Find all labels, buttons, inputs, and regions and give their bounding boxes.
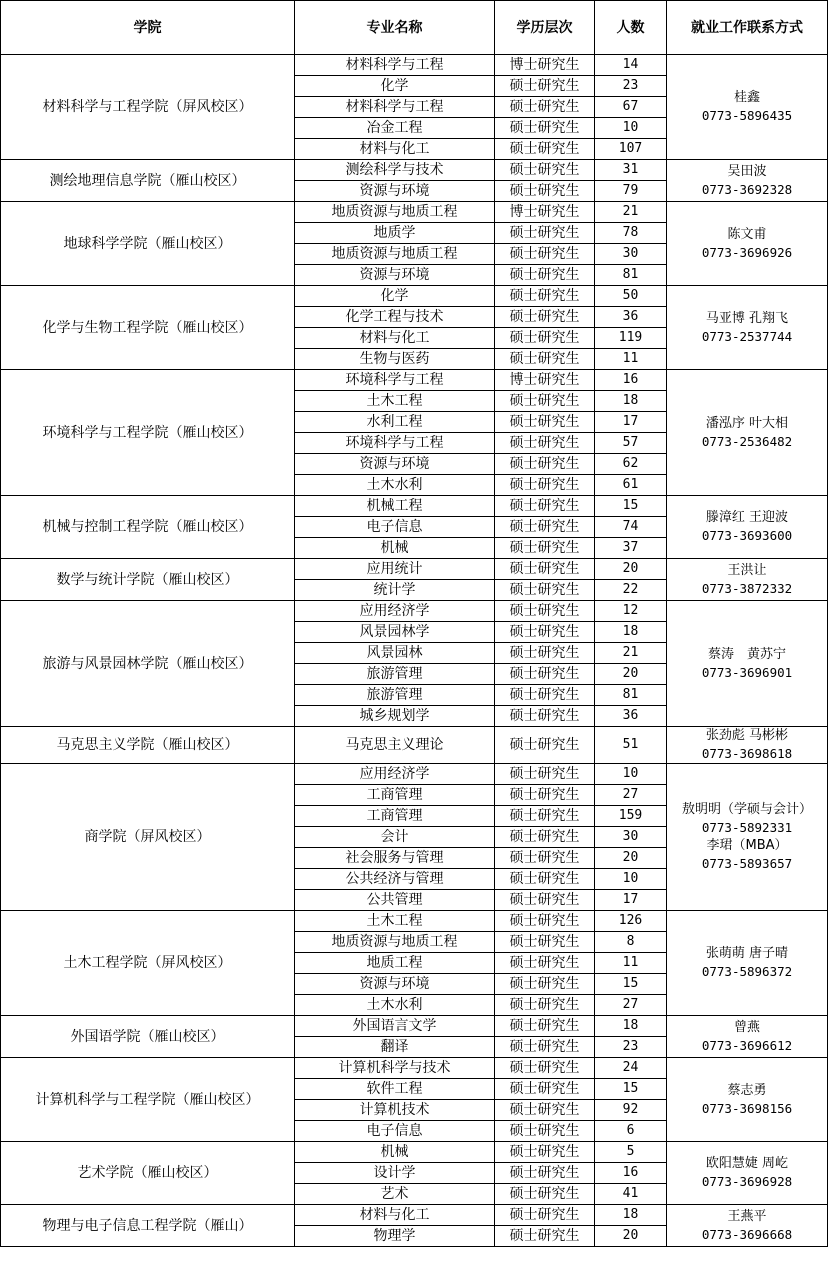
degree-level-cell: 硕士研究生 <box>495 97 595 118</box>
count-cell: 17 <box>595 890 667 911</box>
count-cell: 11 <box>595 349 667 370</box>
degree-level-cell: 硕士研究生 <box>495 412 595 433</box>
count-cell: 18 <box>595 1016 667 1037</box>
contact-cell <box>667 559 828 601</box>
count-cell: 51 <box>595 727 667 764</box>
major-cell: 计算机科学与技术 <box>295 1058 495 1079</box>
contact-name: 滕漳红 王迎波 <box>705 510 789 525</box>
degree-level-cell: 硕士研究生 <box>495 827 595 848</box>
major-cell: 化学 <box>295 76 495 97</box>
major-cell: 材料科学与工程 <box>295 97 495 118</box>
major-cell: 外国语言文学 <box>295 1016 495 1037</box>
count-cell: 24 <box>595 1058 667 1079</box>
major-cell: 公共经济与管理 <box>295 869 495 890</box>
count-cell: 74 <box>595 517 667 538</box>
degree-level-cell: 硕士研究生 <box>495 118 595 139</box>
degree-level-cell: 硕士研究生 <box>495 1142 595 1163</box>
count-cell: 36 <box>595 706 667 727</box>
degree-level-cell: 硕士研究生 <box>495 974 595 995</box>
count-cell: 27 <box>595 785 667 806</box>
contact-phone: 0773-5893657 <box>701 856 793 871</box>
count-cell: 15 <box>595 1079 667 1100</box>
degree-level-cell: 硕士研究生 <box>495 1163 595 1184</box>
major-cell: 资源与环境 <box>295 974 495 995</box>
table-row <box>1 202 828 223</box>
major-cell: 电子信息 <box>295 517 495 538</box>
count-cell: 92 <box>595 1100 667 1121</box>
degree-level-cell: 博士研究生 <box>495 202 595 223</box>
contact-name: 陈文甫 <box>727 226 767 242</box>
major-cell: 设计学 <box>295 1163 495 1184</box>
degree-level-cell: 硕士研究生 <box>495 454 595 475</box>
header-contact: 就业工作联系方式 <box>667 1 828 55</box>
contact-phone: 0773-2537744 <box>701 328 793 344</box>
degree-level-cell: 硕士研究生 <box>495 538 595 559</box>
table-row <box>1 1142 828 1163</box>
count-cell: 27 <box>595 995 667 1016</box>
table-row <box>1 601 828 622</box>
degree-level-cell: 硕士研究生 <box>495 1226 595 1247</box>
contact-cell <box>667 727 828 764</box>
major-cell: 生物与医药 <box>295 349 495 370</box>
table-row <box>1 559 828 580</box>
table-row <box>1 911 828 932</box>
major-cell: 风景园林 <box>295 643 495 664</box>
header-college: 学院 <box>1 1 295 55</box>
major-cell: 环境科学与工程 <box>295 433 495 454</box>
count-cell: 36 <box>595 307 667 328</box>
contact-name: 桂鑫 <box>733 90 760 105</box>
count-cell: 67 <box>595 97 667 118</box>
major-cell: 社会服务与管理 <box>295 848 495 869</box>
degree-level-cell: 硕士研究生 <box>495 76 595 97</box>
major-cell: 电子信息 <box>295 1121 495 1142</box>
contact-cell <box>667 202 828 286</box>
degree-level-cell: 硕士研究生 <box>495 869 595 890</box>
count-cell: 159 <box>595 806 667 827</box>
count-cell: 10 <box>595 118 667 139</box>
college-cell: 商学院（屏风校区） <box>1 764 295 911</box>
table-row <box>1 55 828 76</box>
major-cell: 环境科学与工程 <box>295 370 495 391</box>
major-cell: 材料与化工 <box>295 1205 495 1226</box>
degree-level-cell: 硕士研究生 <box>495 622 595 643</box>
contact-name: 欧阳慧婕 周屹 <box>705 1156 789 1171</box>
contact-cell <box>667 370 828 496</box>
degree-level-cell: 硕士研究生 <box>495 995 595 1016</box>
count-cell: 10 <box>595 764 667 785</box>
degree-level-cell: 硕士研究生 <box>495 391 595 412</box>
count-cell: 41 <box>595 1184 667 1205</box>
major-cell: 地质学 <box>295 223 495 244</box>
degree-level-cell: 硕士研究生 <box>495 559 595 580</box>
college-cell: 马克思主义学院（雁山校区） <box>1 727 295 764</box>
contact-name: 张劲彪 马彬彬 <box>705 728 789 743</box>
table-row <box>1 496 828 517</box>
contact-name: 张萌萌 唐子晴 <box>705 946 789 961</box>
count-cell: 79 <box>595 181 667 202</box>
major-cell: 土木工程 <box>295 911 495 932</box>
count-cell: 16 <box>595 370 667 391</box>
contact-cell <box>667 764 828 911</box>
count-cell: 11 <box>595 953 667 974</box>
major-cell: 资源与环境 <box>295 265 495 286</box>
degree-level-cell: 硕士研究生 <box>495 953 595 974</box>
contact-cell <box>667 55 828 160</box>
major-cell: 马克思主义理论 <box>295 727 495 764</box>
contact-cell <box>667 1016 828 1058</box>
contact-name: 吴田波 <box>727 163 767 179</box>
college-cell: 物理与电子信息工程学院（雁山） <box>1 1205 295 1247</box>
major-cell: 公共管理 <box>295 890 495 911</box>
count-cell: 17 <box>595 412 667 433</box>
contact-phone: 0773-2536482 <box>701 433 793 449</box>
count-cell: 20 <box>595 664 667 685</box>
degree-level-cell: 硕士研究生 <box>495 496 595 517</box>
table-row <box>1 764 828 785</box>
college-cell: 测绘地理信息学院（雁山校区） <box>1 160 295 202</box>
major-cell: 土木工程 <box>295 391 495 412</box>
major-cell: 地质资源与地质工程 <box>295 932 495 953</box>
degree-level-cell: 硕士研究生 <box>495 265 595 286</box>
major-cell: 旅游管理 <box>295 685 495 706</box>
college-cell: 外国语学院（雁山校区） <box>1 1016 295 1058</box>
contact-phone: 0773-3696926 <box>701 244 793 260</box>
major-cell: 机械 <box>295 1142 495 1163</box>
count-cell: 21 <box>595 643 667 664</box>
header-major: 专业名称 <box>295 1 495 55</box>
contact-cell <box>667 286 828 370</box>
contact-phone: 0773-3696901 <box>701 664 793 680</box>
degree-level-cell: 硕士研究生 <box>495 1058 595 1079</box>
degree-level-cell: 硕士研究生 <box>495 580 595 601</box>
count-cell: 15 <box>595 496 667 517</box>
degree-level-cell: 硕士研究生 <box>495 932 595 953</box>
college-cell: 材料科学与工程学院（屏风校区） <box>1 55 295 160</box>
count-cell: 23 <box>595 1037 667 1058</box>
major-cell: 冶金工程 <box>295 118 495 139</box>
college-cell: 艺术学院（雁山校区） <box>1 1142 295 1205</box>
count-cell: 20 <box>595 559 667 580</box>
major-cell: 材料科学与工程 <box>295 55 495 76</box>
count-cell: 50 <box>595 286 667 307</box>
major-cell: 会计 <box>295 827 495 848</box>
contact-cell <box>667 911 828 1016</box>
count-cell: 119 <box>595 328 667 349</box>
contact-name: 王洪让 <box>727 562 767 578</box>
degree-level-cell: 硕士研究生 <box>495 517 595 538</box>
major-cell: 城乡规划学 <box>295 706 495 727</box>
college-cell: 化学与生物工程学院（雁山校区） <box>1 286 295 370</box>
major-cell: 水利工程 <box>295 412 495 433</box>
degree-level-cell: 硕士研究生 <box>495 643 595 664</box>
count-cell: 18 <box>595 1205 667 1226</box>
count-cell: 18 <box>595 391 667 412</box>
college-cell: 土木工程学院（屏风校区） <box>1 911 295 1016</box>
degree-level-cell: 硕士研究生 <box>495 1079 595 1100</box>
degree-level-cell: 硕士研究生 <box>495 181 595 202</box>
count-cell: 23 <box>595 76 667 97</box>
degree-level-cell: 硕士研究生 <box>495 706 595 727</box>
count-cell: 15 <box>595 974 667 995</box>
degree-level-cell: 硕士研究生 <box>495 160 595 181</box>
header-count: 人数 <box>595 1 667 55</box>
major-cell: 翻译 <box>295 1037 495 1058</box>
major-cell: 统计学 <box>295 580 495 601</box>
contact-phone: 0773-3698156 <box>701 1100 793 1116</box>
contact-phone: 0773-3692328 <box>701 181 793 197</box>
degree-level-cell: 硕士研究生 <box>495 328 595 349</box>
header-degree-level: 学历层次 <box>495 1 595 55</box>
major-cell: 风景园林学 <box>295 622 495 643</box>
major-cell: 旅游管理 <box>295 664 495 685</box>
degree-level-cell: 硕士研究生 <box>495 601 595 622</box>
college-cell: 环境科学与工程学院（雁山校区） <box>1 370 295 496</box>
college-cell: 地球科学学院（雁山校区） <box>1 202 295 286</box>
count-cell: 81 <box>595 265 667 286</box>
count-cell: 31 <box>595 160 667 181</box>
count-cell: 22 <box>595 580 667 601</box>
contact-name: 王燕平 <box>727 1208 767 1224</box>
major-cell: 地质工程 <box>295 953 495 974</box>
count-cell: 21 <box>595 202 667 223</box>
contact-name: 潘泓序 叶大相 <box>705 415 789 431</box>
table-row <box>1 370 828 391</box>
degree-level-cell: 硕士研究生 <box>495 349 595 370</box>
major-cell: 计算机技术 <box>295 1100 495 1121</box>
count-cell: 37 <box>595 538 667 559</box>
count-cell: 61 <box>595 475 667 496</box>
count-cell: 20 <box>595 1226 667 1247</box>
degree-level-cell: 硕士研究生 <box>495 664 595 685</box>
major-cell: 资源与环境 <box>295 181 495 202</box>
contact-cell <box>667 1142 828 1205</box>
table-row <box>1 1058 828 1079</box>
count-cell: 18 <box>595 622 667 643</box>
degree-level-cell: 硕士研究生 <box>495 307 595 328</box>
major-cell: 应用统计 <box>295 559 495 580</box>
count-cell: 78 <box>595 223 667 244</box>
major-cell: 艺术 <box>295 1184 495 1205</box>
count-cell: 107 <box>595 139 667 160</box>
count-cell: 81 <box>595 685 667 706</box>
degree-level-cell: 硕士研究生 <box>495 286 595 307</box>
college-cell: 旅游与风景园林学院（雁山校区） <box>1 601 295 727</box>
major-cell: 材料与化工 <box>295 328 495 349</box>
contact-phone: 0773-5892331 <box>701 820 793 835</box>
major-cell: 资源与环境 <box>295 454 495 475</box>
degree-level-cell: 硕士研究生 <box>495 1121 595 1142</box>
degree-level-cell: 博士研究生 <box>495 55 595 76</box>
count-cell: 10 <box>595 869 667 890</box>
contact-phone: 0773-3696612 <box>701 1037 793 1053</box>
contact-phone: 0773-3693600 <box>701 528 793 543</box>
contact-name: 敖明明（学硕与会计） <box>681 802 812 817</box>
count-cell: 30 <box>595 827 667 848</box>
degree-level-cell: 硕士研究生 <box>495 1016 595 1037</box>
degree-level-cell: 硕士研究生 <box>495 139 595 160</box>
count-cell: 6 <box>595 1121 667 1142</box>
contact-name: 蔡志勇 <box>727 1082 767 1098</box>
major-cell: 工商管理 <box>295 785 495 806</box>
header-row <box>1 1 828 55</box>
contact-cell <box>667 1205 828 1247</box>
degree-level-cell: 硕士研究生 <box>495 1100 595 1121</box>
contact-name: 李珺（MBA） <box>706 838 788 853</box>
major-cell: 化学 <box>295 286 495 307</box>
degree-level-cell: 硕士研究生 <box>495 433 595 454</box>
major-cell: 应用经济学 <box>295 601 495 622</box>
major-cell: 软件工程 <box>295 1079 495 1100</box>
count-cell: 62 <box>595 454 667 475</box>
table-body <box>1 55 828 1247</box>
contact-cell <box>667 160 828 202</box>
degree-level-cell: 硕士研究生 <box>495 223 595 244</box>
count-cell: 12 <box>595 601 667 622</box>
table-row <box>1 1205 828 1226</box>
degree-level-cell: 硕士研究生 <box>495 890 595 911</box>
count-cell: 5 <box>595 1142 667 1163</box>
contact-name: 马亚博 孔翔飞 <box>705 310 789 326</box>
major-cell: 土木水利 <box>295 995 495 1016</box>
degree-level-cell: 硕士研究生 <box>495 848 595 869</box>
degree-level-cell: 硕士研究生 <box>495 685 595 706</box>
degree-level-cell: 硕士研究生 <box>495 1037 595 1058</box>
degree-level-cell: 硕士研究生 <box>495 785 595 806</box>
degree-level-cell: 硕士研究生 <box>495 806 595 827</box>
contact-phone: 0773-3696928 <box>701 1174 793 1189</box>
contact-phone: 0773-5896435 <box>701 108 793 123</box>
major-cell: 机械工程 <box>295 496 495 517</box>
degree-level-cell: 硕士研究生 <box>495 1205 595 1226</box>
major-cell: 机械 <box>295 538 495 559</box>
major-cell: 地质资源与地质工程 <box>295 202 495 223</box>
table-row <box>1 1016 828 1037</box>
table-row <box>1 727 828 764</box>
contact-phone: 0773-3872332 <box>701 580 793 596</box>
major-cell: 土木水利 <box>295 475 495 496</box>
count-cell: 126 <box>595 911 667 932</box>
table-row <box>1 286 828 307</box>
degree-level-cell: 硕士研究生 <box>495 727 595 764</box>
degree-level-cell: 博士研究生 <box>495 370 595 391</box>
contact-phone: 0773-3698618 <box>701 746 793 761</box>
college-cell: 机械与控制工程学院（雁山校区） <box>1 496 295 559</box>
contact-cell <box>667 1058 828 1142</box>
count-cell: 20 <box>595 848 667 869</box>
count-cell: 16 <box>595 1163 667 1184</box>
major-cell: 测绘科学与技术 <box>295 160 495 181</box>
degree-level-cell: 硕士研究生 <box>495 1184 595 1205</box>
contact-phone: 0773-5896372 <box>701 964 793 979</box>
degree-level-cell: 硕士研究生 <box>495 475 595 496</box>
major-cell: 应用经济学 <box>295 764 495 785</box>
degree-level-cell: 硕士研究生 <box>495 911 595 932</box>
contact-phone: 0773-3696668 <box>701 1226 793 1242</box>
college-cell: 计算机科学与工程学院（雁山校区） <box>1 1058 295 1142</box>
degree-level-cell: 硕士研究生 <box>495 764 595 785</box>
count-cell: 57 <box>595 433 667 454</box>
count-cell: 8 <box>595 932 667 953</box>
contact-cell <box>667 601 828 727</box>
degree-level-cell: 硕士研究生 <box>495 244 595 265</box>
major-cell: 材料与化工 <box>295 139 495 160</box>
count-cell: 14 <box>595 55 667 76</box>
table-row <box>1 160 828 181</box>
major-cell: 工商管理 <box>295 806 495 827</box>
major-cell: 地质资源与地质工程 <box>295 244 495 265</box>
college-cell: 数学与统计学院（雁山校区） <box>1 559 295 601</box>
contact-name: 蔡涛 黄苏宁 <box>707 646 786 662</box>
count-cell: 30 <box>595 244 667 265</box>
contact-name: 曾燕 <box>733 1019 760 1035</box>
major-cell: 化学工程与技术 <box>295 307 495 328</box>
major-cell: 物理学 <box>295 1226 495 1247</box>
contact-cell <box>667 496 828 559</box>
